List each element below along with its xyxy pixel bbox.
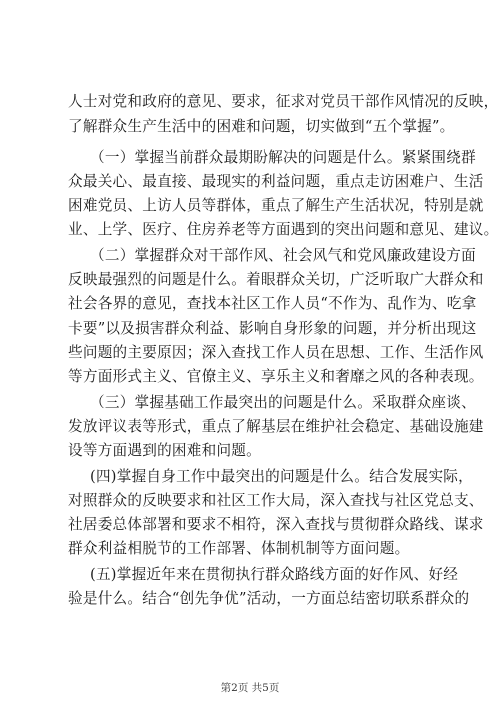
text-line: 社会各界的意见，查找本社区工作人员“不作为、乱作为、吃拿 [68,295,477,312]
text-line: 些问题的主要原因；深入查找工作人员在思想、工作、生活作风 [68,344,484,361]
text-line: （一）掌握当前群众最期盼解决的问题是什么。紧紧围绕群 [90,149,476,166]
text-line: （三）掌握基础工作最突出的问题是什么。采取群众座谈、 [90,394,476,411]
text-line: 群众利益相脱节的工作部署、体制机制等方面问题。 [68,540,410,557]
text-line: 对照群众的反映要求和社区工作大局，深入查找与社区党总支、 [68,492,484,509]
text-line: 困难党员、上访人员等群体，重点了解生产生活状况，特别是就 [68,197,484,214]
text-line: 等方面形式主义、官僚主义、享乐主义和奢靡之风的各种表现。 [68,368,484,385]
text-line: 设等方面遇到的困难和问题。 [68,442,261,459]
text-line: 业、上学、医疗、住房养老等方面遇到的突出问题和意见、建议。 [68,221,499,238]
text-line: 发放评议表等形式，重点了解基层在维护社会稳定、基础设施建 [68,418,484,435]
page-footer: 第2页 共5页 [220,682,280,694]
text-line: （二）掌握群众对干部作风、社会风气和党风廉政建设方面 [90,247,476,264]
text-line: 卡要”以及损害群众利益、影响自身形象的问题，并分析出现这 [68,320,477,337]
text-line: 众最关心、最直接、最现实的利益问题，重点走访困难户、生活 [68,173,484,190]
text-line: 反映最强烈的问题是什么。着眼群众关切，广泛听取广大群众和 [68,271,484,288]
text-line: (四)掌握自身工作中最突出的问题是什么。结合发展实际， [90,468,473,485]
text-line: (五)掌握近年来在贯彻执行群众路线方面的好作风、好经 [90,566,459,583]
text-line: 验是什么。结合“创先争优”活动，一方面总结密切联系群众的 [68,590,470,607]
text-line: 了解群众生产生活中的困难和问题，切实做到“五个掌握”。 [68,118,455,135]
text-line: 人士对党和政府的意见、要求，征求对党员干部作风情况的反映， [68,93,499,110]
text-line: 社居委总体部署和要求不相符，深入查找与贯彻群众路线、谋求 [68,516,484,533]
